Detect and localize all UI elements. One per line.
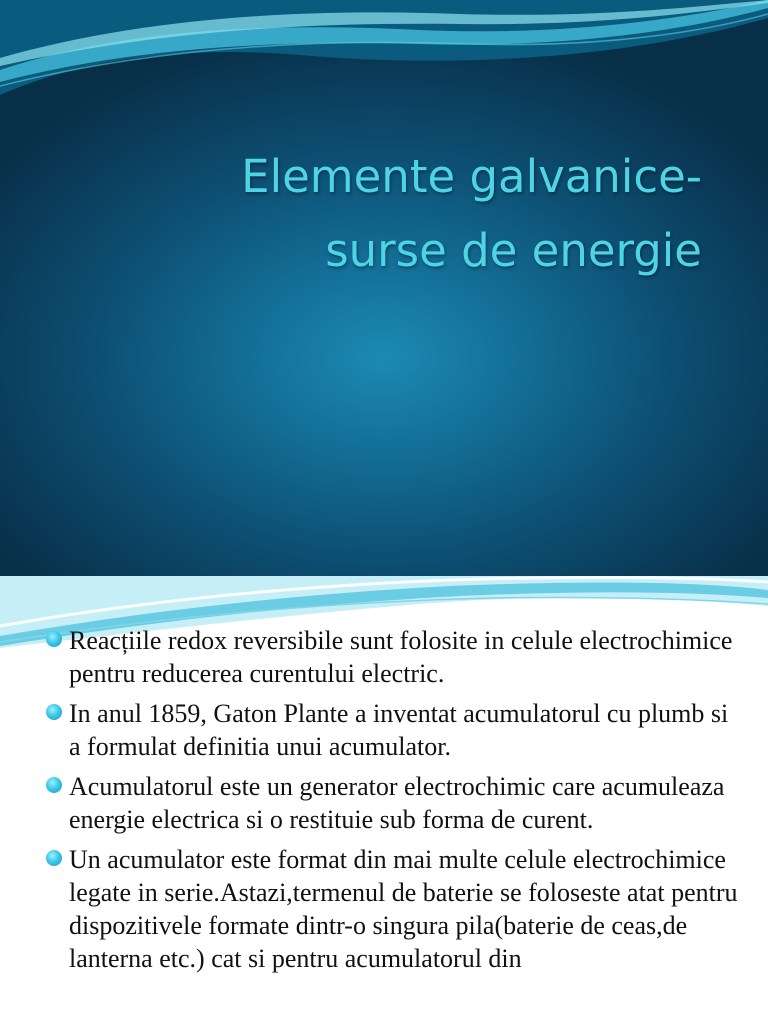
bullet-text: Un acumulator este format din mai multe celule electrochimice legate in serie.Astazi,termenul de baterie se foloseste atat pentru dispozitivele formate dintr-o singura pila(baterie de ceas,de lanterna etc.) cat si pentru acumulatorul din bbox=[69, 845, 738, 973]
bullet-list bbox=[46, 624, 746, 982]
bullet-icon bbox=[46, 850, 62, 866]
bullet-icon bbox=[46, 704, 62, 720]
list-item bbox=[46, 624, 746, 690]
bullet-text: Reacțiile redox reversibile sunt folosite in celule electrochimice pentru reducerea curentului electric. bbox=[69, 626, 733, 688]
slide-title bbox=[62, 140, 702, 288]
bullet-icon bbox=[46, 631, 62, 647]
list-item bbox=[46, 697, 746, 763]
list-item bbox=[46, 843, 746, 975]
list-item bbox=[46, 770, 746, 836]
bullet-icon bbox=[46, 777, 62, 793]
bullet-text: Acumulatorul este un generator electrochimic care acumuleaza energie electrica si o restituie sub forma de curent. bbox=[69, 772, 725, 834]
bullet-text: In anul 1859, Gaton Plante a inventat acumulatorul cu plumb si a formulat definitia unui acumulator. bbox=[69, 699, 729, 761]
title-line-2: surse de energie bbox=[325, 224, 702, 277]
title-line-1: Elemente galvanice- bbox=[241, 150, 702, 203]
content-slide bbox=[0, 576, 768, 1024]
